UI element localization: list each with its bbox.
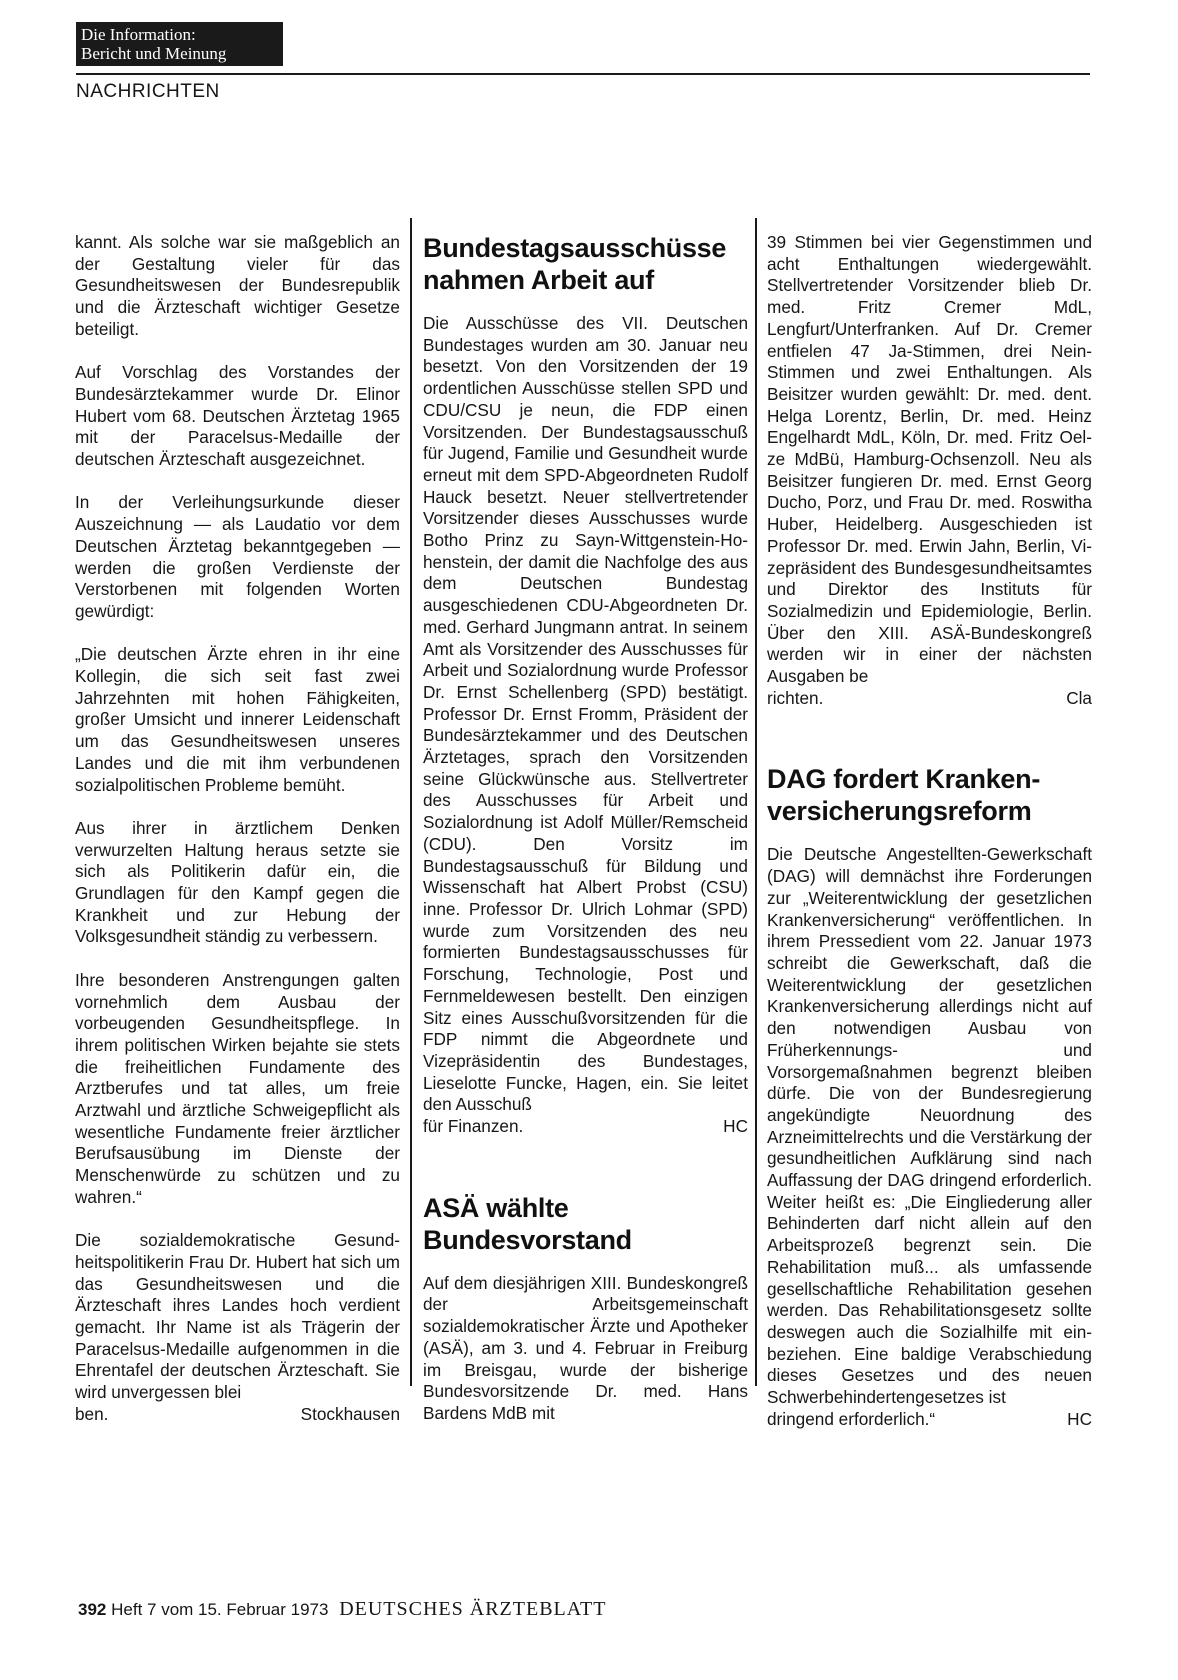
department-label-line2: Bericht und Meinung	[81, 44, 227, 63]
article-body: Die Ausschüsse des VII. Deutschen Bundestages wurden am 30. Januar neu besetzt. Von den Vorsitzenden der 19 ordentlichen Ausschüsse stellen SPD und CDU/CSU je neun, die FDP einen Vorsitzenden. Der Bundestagsausschuß für Jugend, Familie und Gesundheit wurde erneut mit dem SPD-Abgeordneten Rudolf Hauck besetzt. Neuer stellvertretender Vorsitzender dieses Ausschusses wurde Botho Prinz zu Sayn-Wittgenstein-Hohenstein, der damit die Nachfolge des aus dem Deutschen Bundestag ausgeschiedenen CDU-Abgeordneten Dr. med. Gerhard Jungmann antrat. In seinem Amt als Vorsitzender des Ausschusses für Arbeit und Sozialordnung wurde Professor Dr. Ernst Schellenberg (SPD) bestätigt. Professor Dr. Ernst Fromm, Präsident der Bundesärztekammer und des Deutschen Ärztetages, sprach den Vorsitzenden seine Glückwünsche aus. Stellvertreter des Ausschusses für Arbeit und Sozialordnung ist Adolf Müller/Remscheid (CDU). Den Vorsitz im Bundestagsausschuß für Bildung und Wissenschaft hat Albert Probst (CSU) inne. Professor Dr. Ulrich Lohmar (SPD) wurde zum Vorsitzenden des neu formierten Bundestagsausschusses für Forschung, Technologie, Post und Fernmeldewesen bestellt. Den einzigen Sitz eines Ausschußvorsitzenden für die FDP nimmt die Abgeordnete und Vizepräsidentin des Bundestages, Lieselotte Funcke, Hagen, ein. Sie leitet den Ausschuß	[423, 313, 748, 1115]
author-signature: HC	[723, 1116, 748, 1137]
signature-line	[767, 688, 1092, 710]
article-body: 39 Stimmen bei vier Gegenstimmen und acht Enthaltungen wiedergewählt. Stellvertretender Vorsitzender blieb Dr. med. Fritz Cremer MdL, Lengfurt/Unterfranken. Auf Dr. Cremer entfielen 47 Ja-Stimmen, drei Nein-Stimmen und zwei Enthaltungen. Als Beisitzer wurden gewählt: Dr. med. dent. Helga Lorentz, Berlin, Dr. med. Heinz Engelhardt MdL, Köln, Dr. med. Fritz Oelze MdBü, Hamburg-Ochsenzoll. Neu als Beisitzer fungieren Dr. med. Ernst Georg Ducho, Porz, und Frau Dr. med. Roswitha Huber, Heidelberg. Ausgeschieden ist Professor Dr. med. Erwin Jahn, Berlin, Vizepräsident des Bundesgesundheitsamtes und Direktor des Instituts für Sozialmedizin und Epidemiologie, Berlin. Über den XIII. ASÄ-Bundeskongreß werden wir in einer der nächsten Ausgaben be	[767, 232, 1092, 687]
author-signature: HC	[1067, 1408, 1092, 1429]
page-number: 392	[78, 1600, 107, 1619]
author-signature: Stockhausen	[300, 1403, 400, 1424]
paragraph: kannt. Als solche war sie maßgeblich an der Gestaltung vieler für das Gesundheitswesen der Bundesrepublik und die Ärzteschaft wichtiger Gesetze beteiligt.	[75, 232, 400, 339]
paragraph-end: richten.	[767, 687, 824, 708]
column-divider	[755, 218, 757, 1386]
department-label-line1: Die Information:	[81, 25, 196, 44]
paragraph-end: ben.	[75, 1403, 109, 1424]
column-1	[75, 232, 400, 1426]
paragraph-end: dringend erforderlich.“	[767, 1408, 936, 1429]
paragraph: Auf Vorschlag des Vorstandes der Bundesärztekammer wurde Dr. Elinor Hubert vom 68. Deutschen Ärztetag 1965 mit der Paracelsus-Medaille der deutschen Ärzteschaft ausgezeichnet.	[75, 362, 400, 470]
paragraph: In der Verleihungsurkunde dieser Auszeichnung — als Laudatio vor dem Deutschen Ärztetag bekanntgegeben — werden die großen Verdienste der Verstorbenen mit folgenden Worten gewürdigt:	[75, 492, 400, 621]
journal-name: DEUTSCHES ÄRZTEBLATT	[339, 1598, 607, 1620]
page-footer	[78, 1598, 606, 1621]
header-rule	[76, 73, 1090, 75]
signature-line	[75, 1404, 400, 1426]
issue-date: Heft 7 vom 15. Februar 1973	[111, 1600, 329, 1619]
department-label-box	[76, 22, 283, 66]
author-signature: Cla	[1066, 687, 1092, 708]
column-3	[767, 232, 1092, 1430]
paragraph: Ihre besonderen Anstrengungen galten vornehmlich dem Ausbau der vorbeugenden Gesundheitspflege. In ihrem politischen Wirken bejahte sie stets die freiheitlichen Fundamente des Arztberufes und tat alles, um freie Arztwahl und ärztliche Schweigepflicht als wesentliche Fundamente freier ärztlicher Berufsausübung im Dienste der Menschenwürde zu schützen und zu wahren.“	[75, 969, 400, 1207]
paragraph: Aus ihrer in ärztlichem Denken verwurzelten Haltung heraus setzte sie sich als Politikerin dafür ein, die Grundlagen für den Kampf gegen die Krankheit und zur Hebung der Volksgesundheit ständig zu verbessern.	[75, 817, 400, 947]
article-body: Auf dem diesjährigen XIII. Bundeskongreß der Arbeitsgemeinschaft sozialdemokratischer Ärzte und Apotheker (ASÄ), am 3. und 4. Februar in Freiburg im Breisgau, wurde der bisherige Bundesvorsitzende Dr. med. Hans Bardens MdB mit	[423, 1272, 748, 1423]
column-divider	[410, 218, 412, 1386]
article-body: Die Deutsche Angestellten-Gewerkschaft (DAG) will demnächst ihre Forderungen zur „Weiterentwicklung der gesetzlichen Krankenversicherung“ veröffentlichen. In ihrem Pressedient vom 22. Januar 1973 schreibt die Gewerkschaft, daß die Weiterentwicklung der gesetzlichen Krankenversicherung allerdings nicht auf den notwendigen Ausbau von Früherkennungs- und Vorsorgemaßnahmen begrenzt bleiben dürfe. Die von der Bundesregierung angekündigte Neuordnung des Arzneimittelrechts und die Verstärkung der gesundheitlichen Aufklärung sind nach Auffassung der DAG dringend erforderlich. Weiter heißt es: „Die Eingliederung aller Behinderten darf nicht allein auf den Arbeitsprozeß begrenzt sein. Die Rehabilitation muß... als umfassende gesellschaftliche Rehabilitation gesehen werden. Das Rehabilitationsgesetz sollte deswegen auch die Sozialhilfe mit einbeziehen. Eine baldige Verabschiedung dieses Gesetzes und des neuen Schwerbehindertengesetzes ist	[767, 844, 1092, 1408]
article-headline: Bundestagsausschüsse nahmen Arbeit auf	[423, 233, 727, 295]
article-headline: DAG fordert Krankenversicherungsreform	[767, 764, 1041, 827]
column-2	[423, 232, 748, 1425]
section-label: NACHRICHTEN	[76, 81, 220, 102]
signature-line	[423, 1116, 748, 1138]
paragraph-end: für Finanzen.	[423, 1116, 524, 1137]
article-headline: ASÄ wählte Bundesvorstand	[423, 1192, 632, 1255]
paragraph: Die sozialdemokratische Gesundheitspolitikerin Frau Dr. Hubert hat sich um das Gesundheitswesen und die Ärzteschaft ihres Landes hoch verdient gemacht. Ihr Name ist als Trägerin der Paracelsus-Medaille aufgenommen in die Ehrentafel der deutschen Ärzteschaft. Sie wird unvergessen blei	[75, 1230, 400, 1403]
paragraph: „Die deutschen Ärzte ehren in ihr eine Kollegin, die sich seit fast zwei Jahrzehnten mit hohen Fähigkeiten, großer Umsicht und innerer Leidenschaft um das Gesundheitswesen unseres Landes und die mit ihm verbundenen sozialpolitischen Probleme bemüht.	[75, 644, 400, 795]
signature-line	[767, 1409, 1092, 1431]
